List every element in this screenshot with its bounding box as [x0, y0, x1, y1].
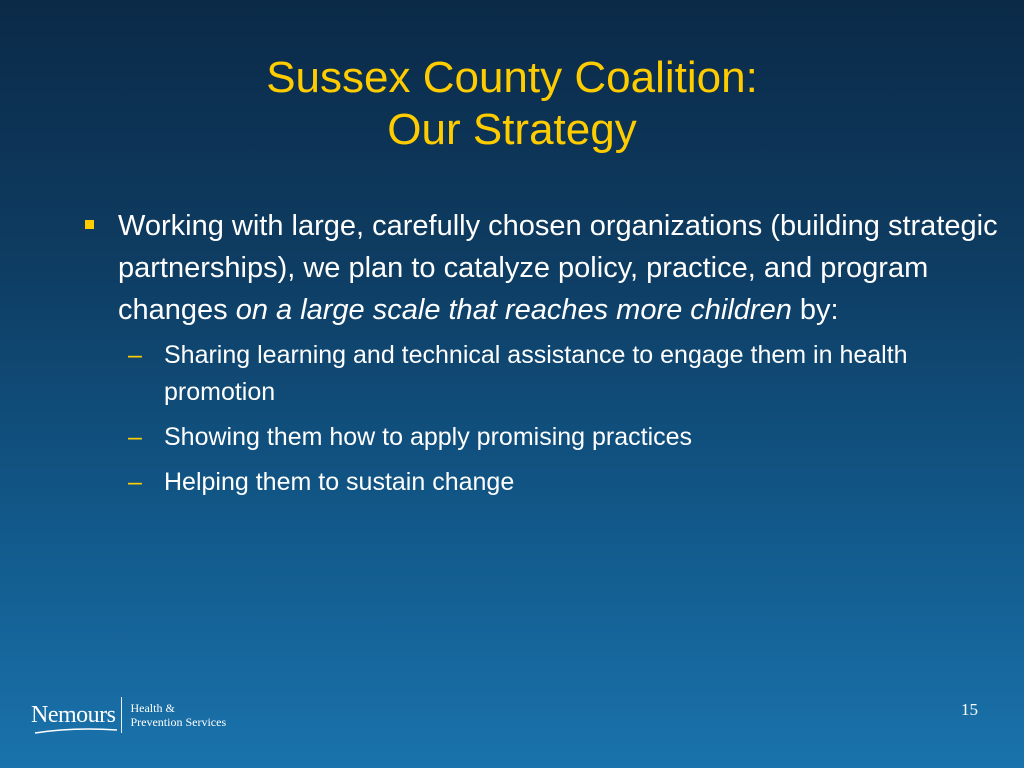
title-line-1: Sussex County Coalition: — [266, 53, 758, 102]
sub-bullet — [78, 337, 998, 411]
title-line-2: Our Strategy — [387, 105, 637, 154]
logo-divider — [121, 697, 122, 733]
sub-bullet — [78, 419, 998, 456]
slide-body — [78, 205, 998, 509]
page-number: 15 — [961, 700, 978, 719]
dash-icon: – — [128, 423, 142, 451]
sub-bullet-list — [78, 337, 998, 501]
bullet-emphasis: on a large scale that reaches more children — [235, 294, 792, 326]
logo-swoosh-icon — [33, 727, 119, 735]
sub-bullet — [78, 464, 998, 501]
main-bullet — [78, 205, 998, 331]
logo-tagline — [130, 701, 226, 729]
dash-icon: – — [128, 341, 142, 369]
sub-bullet-text: Showing them how to apply promising practices — [164, 423, 693, 451]
square-bullet-icon — [85, 220, 94, 229]
logo-name — [31, 702, 115, 729]
logo-name-text: Nemours — [31, 701, 116, 728]
bullet-text-end: by: — [791, 294, 839, 326]
slide-title — [0, 52, 1024, 156]
nemours-logo — [31, 693, 226, 737]
bullet-text: Working with large, carefully chosen organizations (building strategic partnerships), we plan to catalyze policy, practice, and program changes — [118, 210, 998, 326]
sub-bullet-text: Sharing learning and technical assistance to engage them in health promotion — [164, 341, 908, 406]
dash-icon: – — [128, 468, 142, 496]
sub-bullet-text: Helping them to sustain change — [164, 468, 515, 496]
logo-tag-line-1: Health & — [130, 701, 175, 715]
logo-tag-line-2: Prevention Services — [130, 715, 227, 729]
